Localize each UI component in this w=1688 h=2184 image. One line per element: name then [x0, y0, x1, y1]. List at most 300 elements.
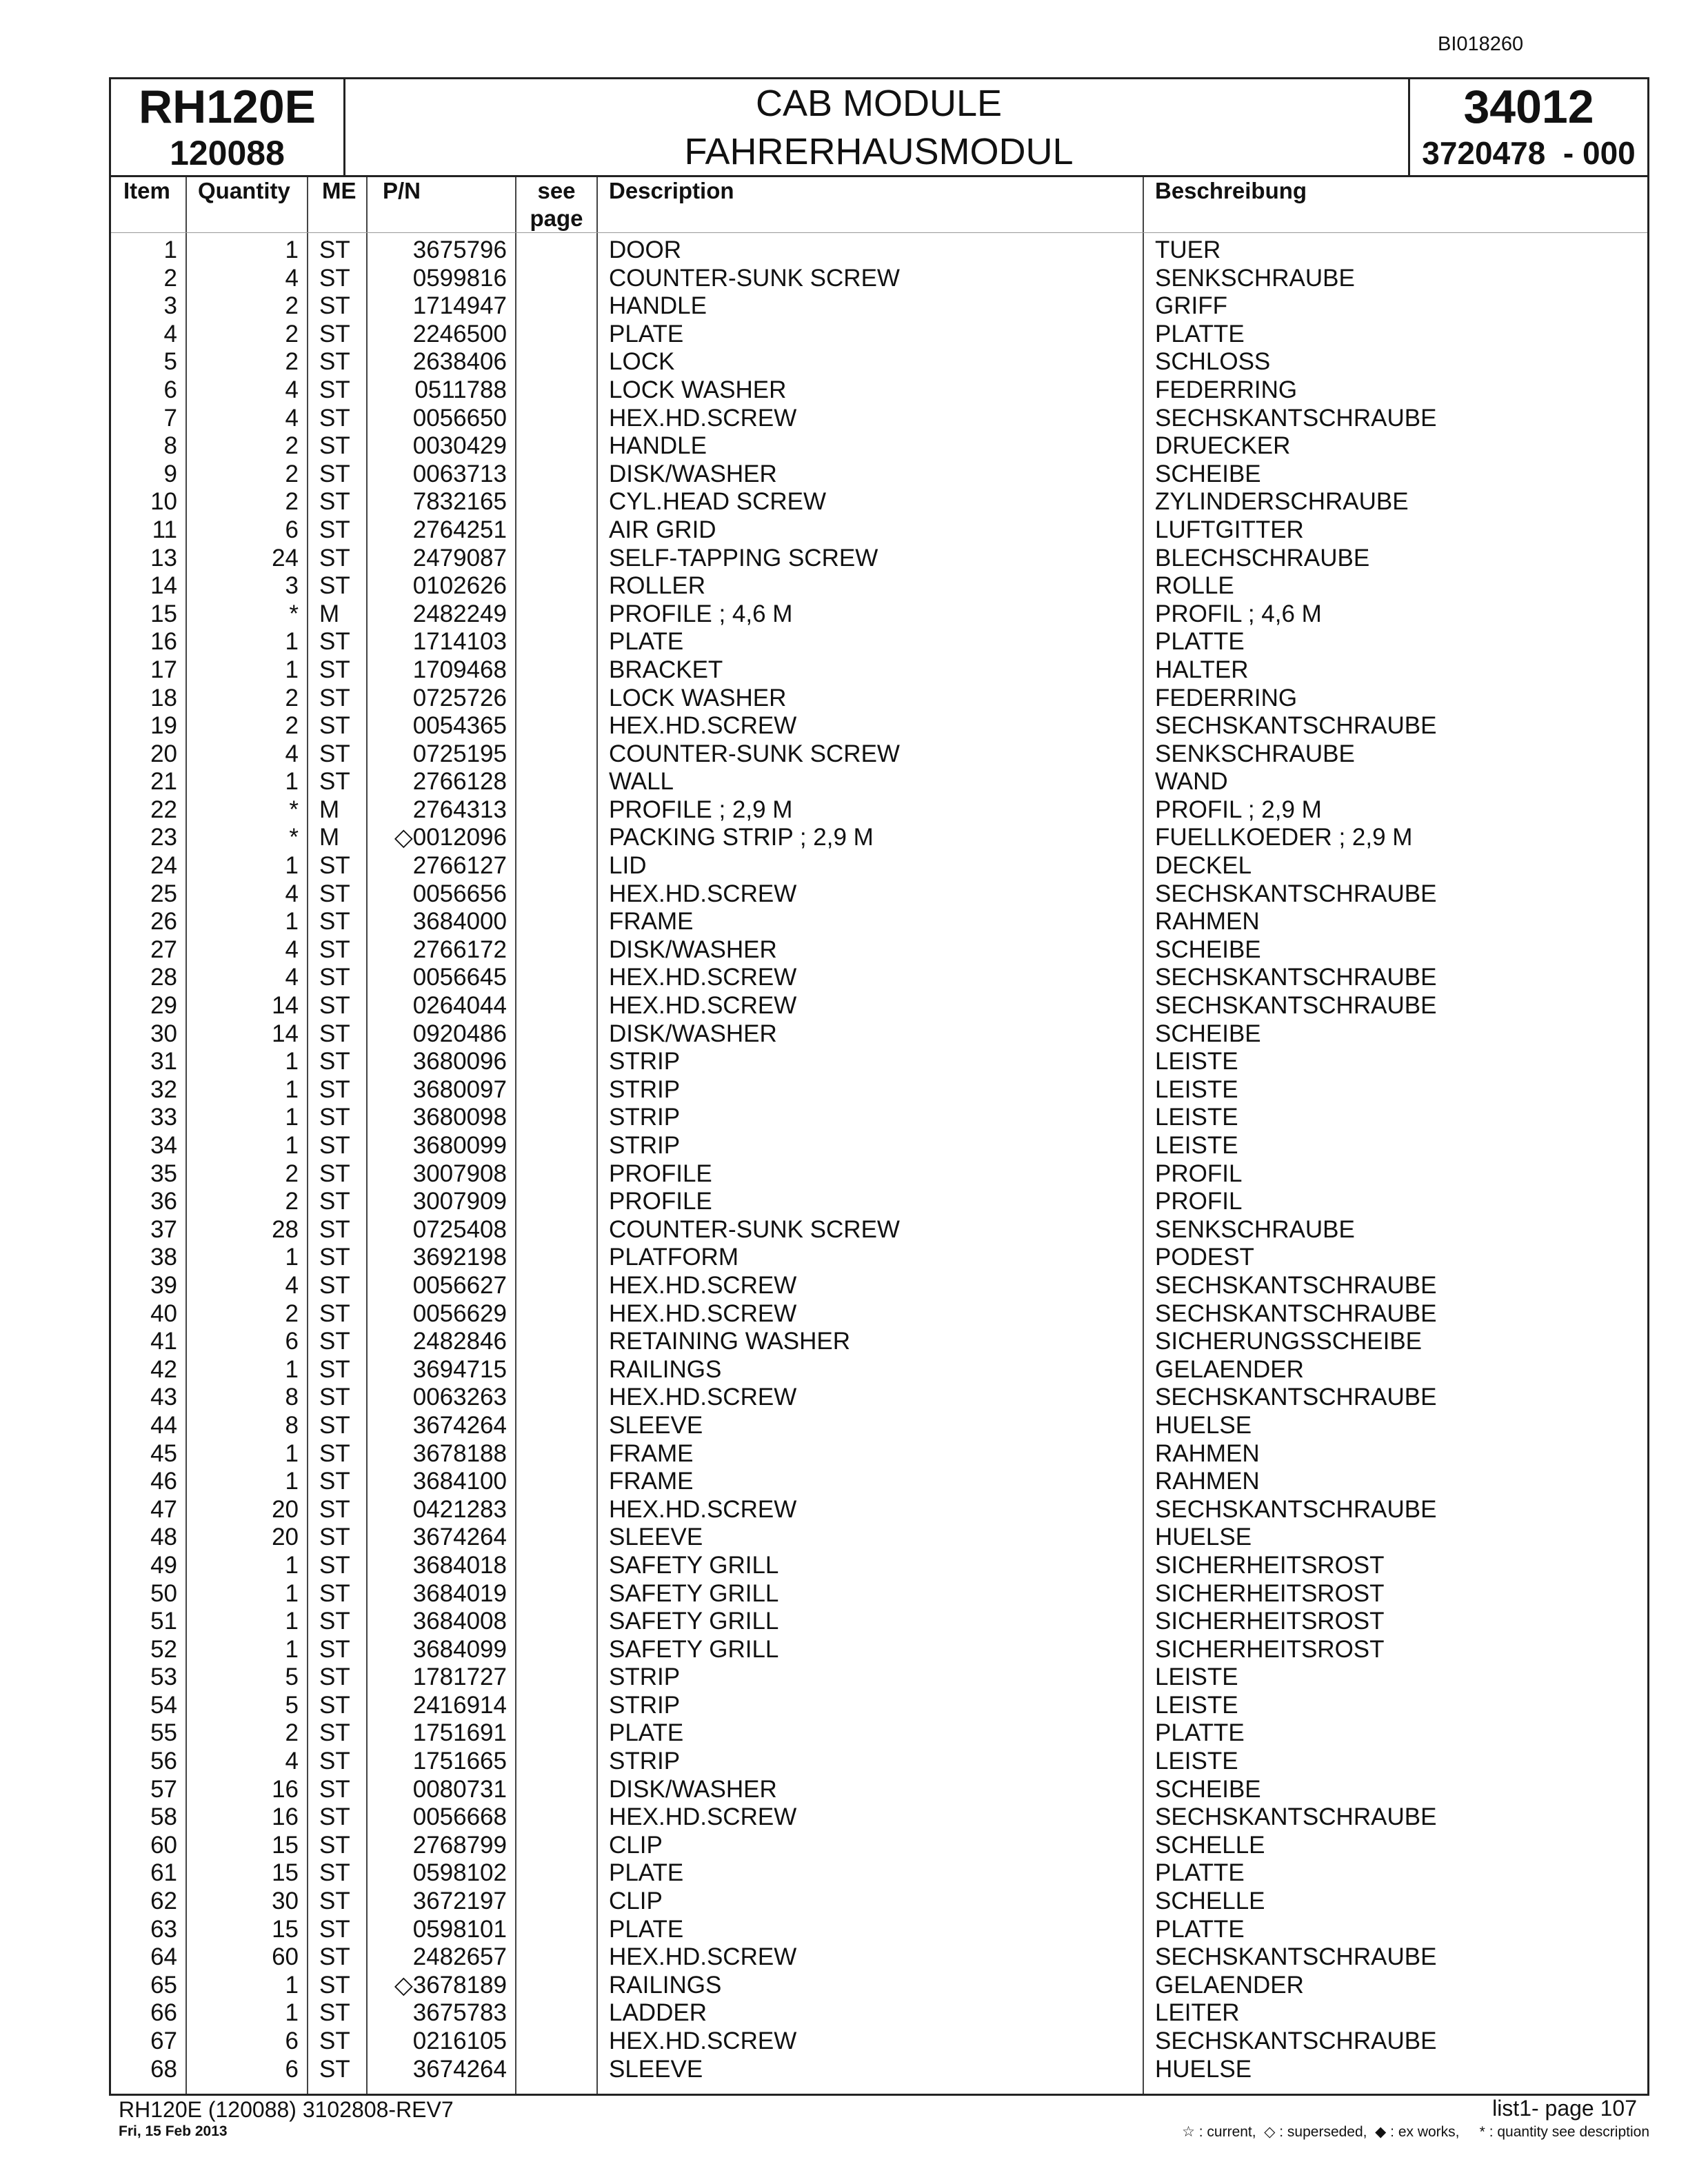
- row-item: 50: [150, 1579, 177, 1607]
- parts-table-body: [111, 236, 1647, 2083]
- row-part-number: 0056650: [412, 404, 507, 432]
- row-item: 33: [150, 1104, 177, 1131]
- row-part-number: 0598101: [412, 1915, 507, 1943]
- row-beschreibung: LEISTE: [1155, 1048, 1238, 1075]
- row-me: ST: [319, 712, 350, 740]
- row-beschreibung: SENKSCHRAUBE: [1155, 264, 1355, 292]
- row-quantity: 4: [285, 1271, 299, 1299]
- row-beschreibung: GRIFF: [1155, 292, 1227, 320]
- model-name: RH120E: [138, 81, 316, 133]
- row-part-number: 0725408: [412, 1215, 507, 1243]
- row-item: 4: [163, 320, 177, 347]
- table-row: [111, 1999, 1647, 2028]
- row-quantity: 6: [285, 516, 299, 543]
- table-row: [111, 236, 1647, 265]
- row-part-number: 0056629: [412, 1300, 507, 1327]
- row-description: STRIP: [609, 1075, 681, 1103]
- row-me: ST: [319, 1551, 350, 1579]
- row-item: 24: [150, 852, 177, 880]
- row-beschreibung: PROFIL ; 2,9 M: [1155, 796, 1322, 823]
- row-part-number: 2479087: [412, 544, 507, 572]
- row-description: SAFETY GRILL: [609, 1635, 779, 1663]
- table-row: [111, 1776, 1647, 1804]
- table-row: [111, 1916, 1647, 1944]
- row-quantity: 2: [285, 348, 299, 376]
- drawing-reference: 3720478 - 000: [1422, 135, 1636, 171]
- row-me: ST: [319, 1355, 350, 1383]
- row-item: 11: [152, 516, 177, 543]
- row-beschreibung: SECHSKANTSCHRAUBE: [1155, 1300, 1437, 1327]
- table-row: [111, 1104, 1647, 1132]
- row-description: HEX.HD.SCREW: [609, 2028, 797, 2054]
- row-part-number: 3674264: [412, 2055, 507, 2083]
- table-row: [111, 992, 1647, 1020]
- row-item: 55: [150, 1719, 177, 1747]
- row-beschreibung: DECKEL: [1155, 852, 1252, 880]
- title-cell: [345, 79, 1412, 175]
- row-beschreibung: LEISTE: [1155, 1075, 1238, 1103]
- row-me: ST: [319, 320, 350, 347]
- column-header-pn: P/N: [383, 178, 421, 203]
- table-row: [111, 1943, 1647, 1972]
- row-item: 65: [150, 1971, 177, 1999]
- row-item: 20: [150, 740, 177, 767]
- table-row: [111, 1300, 1647, 1328]
- row-part-number: 1714947: [412, 292, 507, 320]
- table-row: [111, 1972, 1647, 2000]
- row-part-number: 3674264: [412, 1411, 507, 1439]
- row-item: 46: [150, 1468, 177, 1495]
- row-quantity: 1: [285, 1244, 299, 1271]
- row-item: 58: [150, 1803, 177, 1831]
- row-part-number: 0030429: [412, 432, 507, 460]
- row-me: ST: [319, 572, 350, 600]
- row-item: 16: [150, 628, 177, 656]
- row-description: SLEEVE: [609, 1524, 703, 1551]
- row-part-number: 0216105: [412, 2028, 507, 2054]
- table-row: [111, 1020, 1647, 1049]
- row-quantity: 2: [285, 292, 299, 320]
- row-beschreibung: PROFIL: [1155, 1188, 1243, 1215]
- row-quantity: 1: [285, 1104, 299, 1131]
- row-beschreibung: SCHEIBE: [1155, 460, 1261, 487]
- row-description: PLATE: [609, 320, 684, 347]
- row-part-number: 3007908: [412, 1160, 507, 1187]
- row-quantity: 4: [285, 880, 299, 907]
- row-part-number: 3684019: [412, 1579, 507, 1607]
- row-beschreibung: PLATTE: [1155, 1915, 1245, 1943]
- row-part-number: 1709468: [412, 656, 507, 683]
- row-quantity: 20: [272, 1524, 299, 1551]
- row-description: DISK/WASHER: [609, 460, 777, 487]
- row-description: PROFILE ; 2,9 M: [609, 796, 793, 823]
- row-quantity: 15: [272, 1915, 299, 1943]
- row-me: ST: [319, 908, 350, 936]
- row-description: HANDLE: [609, 432, 707, 460]
- row-item: 19: [150, 712, 177, 740]
- row-quantity: 60: [272, 1943, 299, 1971]
- row-beschreibung: SCHELLE: [1155, 1831, 1265, 1859]
- row-me: ST: [319, 264, 350, 292]
- row-quantity: 16: [272, 1775, 299, 1803]
- row-me: ST: [319, 1048, 350, 1075]
- row-me: ST: [319, 684, 350, 711]
- row-description: PLATFORM: [609, 1244, 738, 1271]
- row-part-number: 0056668: [412, 1803, 507, 1831]
- row-me: ST: [319, 1328, 350, 1355]
- row-quantity: 5: [285, 1691, 299, 1719]
- footer-date: Fri, 15 Feb 2013: [119, 2123, 228, 2139]
- row-quantity: 1: [285, 1439, 299, 1467]
- table-row: [111, 1888, 1647, 1916]
- see-page-line1: see: [537, 178, 576, 203]
- row-quantity: 16: [272, 1803, 299, 1831]
- row-part-number: 0102626: [412, 572, 507, 600]
- row-me: ST: [319, 292, 350, 320]
- row-description: FRAME: [609, 908, 694, 936]
- row-item: 60: [150, 1831, 177, 1859]
- row-part-number: 3680099: [412, 1132, 507, 1159]
- column-header-see-page: [528, 177, 585, 232]
- row-beschreibung: SECHSKANTSCHRAUBE: [1155, 880, 1437, 907]
- row-item: 17: [150, 656, 177, 683]
- table-row: [111, 2056, 1647, 2084]
- row-item: 15: [150, 600, 177, 627]
- table-row: [111, 796, 1647, 825]
- row-item: 7: [163, 404, 177, 432]
- row-description: ROLLER: [609, 572, 706, 600]
- row-beschreibung: ROLLE: [1155, 572, 1234, 600]
- row-me: M: [319, 600, 340, 627]
- row-me: ST: [319, 740, 350, 767]
- row-beschreibung: SICHERHEITSROST: [1155, 1551, 1385, 1579]
- serial-number: 120088: [170, 134, 285, 172]
- row-beschreibung: SECHSKANTSCHRAUBE: [1155, 1943, 1437, 1971]
- row-beschreibung: SECHSKANTSCHRAUBE: [1155, 2028, 1437, 2054]
- row-part-number: 2246500: [412, 320, 507, 347]
- row-quantity: 1: [285, 852, 299, 880]
- row-me: M: [319, 796, 340, 823]
- row-item: 47: [150, 1495, 177, 1523]
- row-beschreibung: LEISTE: [1155, 1104, 1238, 1131]
- table-row: [111, 1076, 1647, 1104]
- row-description: LOCK WASHER: [609, 376, 787, 403]
- row-description: BRACKET: [609, 656, 723, 683]
- row-description: RETAINING WASHER: [609, 1328, 851, 1355]
- row-description: LADDER: [609, 1999, 707, 2027]
- row-part-number: ◇3678189: [394, 1971, 507, 1999]
- footer-doc-ref: RH120E (120088) 3102808-REV7: [119, 2097, 454, 2122]
- row-part-number: 0056656: [412, 880, 507, 907]
- row-description: STRIP: [609, 1048, 681, 1075]
- row-description: PROFILE ; 4,6 M: [609, 600, 793, 627]
- row-description: HEX.HD.SCREW: [609, 1803, 797, 1831]
- row-beschreibung: SENKSCHRAUBE: [1155, 740, 1355, 767]
- row-item: 10: [150, 488, 177, 516]
- row-quantity: 1: [285, 1999, 299, 2027]
- row-me: ST: [319, 1635, 350, 1663]
- row-beschreibung: HUELSE: [1155, 1411, 1252, 1439]
- table-row: [111, 964, 1647, 992]
- row-item: 67: [150, 2028, 177, 2054]
- row-quantity: 4: [285, 936, 299, 963]
- row-beschreibung: SICHERHEITSROST: [1155, 1608, 1385, 1635]
- row-item: 3: [163, 292, 177, 320]
- row-quantity: 1: [285, 1048, 299, 1075]
- row-part-number: 1714103: [412, 628, 507, 656]
- table-row: [111, 908, 1647, 936]
- table-row: [111, 824, 1647, 852]
- row-me: ST: [319, 516, 350, 543]
- row-description: FRAME: [609, 1439, 694, 1467]
- row-beschreibung: SENKSCHRAUBE: [1155, 1215, 1355, 1243]
- row-me: ST: [319, 1104, 350, 1131]
- table-row: [111, 628, 1647, 656]
- header-block: [111, 79, 1647, 177]
- row-quantity: 4: [285, 740, 299, 767]
- row-item: 5: [163, 348, 177, 376]
- row-beschreibung: LEISTE: [1155, 1691, 1238, 1719]
- table-row: [111, 1832, 1647, 1860]
- row-me: ST: [319, 1888, 350, 1915]
- row-me: ST: [319, 1468, 350, 1495]
- table-row: [111, 1524, 1647, 1552]
- row-quantity: 2: [285, 1300, 299, 1327]
- row-description: DOOR: [609, 236, 681, 263]
- table-row: [111, 1496, 1647, 1524]
- row-description: STRIP: [609, 1664, 681, 1691]
- row-quantity: 4: [285, 404, 299, 432]
- row-quantity: 4: [285, 964, 299, 991]
- table-row: [111, 1552, 1647, 1580]
- row-me: ST: [319, 1524, 350, 1551]
- row-beschreibung: SCHEIBE: [1155, 1775, 1261, 1803]
- page-code-cell: [1408, 79, 1647, 175]
- row-part-number: 0054365: [412, 712, 507, 740]
- row-quantity: 1: [285, 1551, 299, 1579]
- row-part-number: 3684008: [412, 1608, 507, 1635]
- row-me: ST: [319, 2028, 350, 2054]
- table-row: [111, 2028, 1647, 2056]
- row-beschreibung: RAHMEN: [1155, 1439, 1260, 1467]
- row-me: ST: [319, 1188, 350, 1215]
- row-item: 27: [150, 936, 177, 963]
- row-quantity: 2: [285, 712, 299, 740]
- row-me: ST: [319, 1271, 350, 1299]
- row-part-number: 0920486: [412, 1020, 507, 1047]
- row-part-number: 1751691: [412, 1719, 507, 1747]
- row-beschreibung: FUELLKOEDER ; 2,9 M: [1155, 824, 1413, 851]
- row-me: ST: [319, 1300, 350, 1327]
- table-row: [111, 461, 1647, 489]
- row-me: ST: [319, 1971, 350, 1999]
- row-quantity: *: [289, 600, 299, 627]
- table-row: [111, 1468, 1647, 1496]
- row-part-number: ◇0012096: [394, 824, 507, 851]
- row-me: ST: [319, 348, 350, 376]
- row-description: HANDLE: [609, 292, 707, 320]
- row-me: ST: [319, 852, 350, 880]
- row-beschreibung: SECHSKANTSCHRAUBE: [1155, 964, 1437, 991]
- row-beschreibung: PLATTE: [1155, 1859, 1245, 1887]
- row-item: 9: [163, 460, 177, 487]
- table-row: [111, 1719, 1647, 1748]
- table-row: [111, 1384, 1647, 1412]
- row-description: HEX.HD.SCREW: [609, 880, 797, 907]
- row-description: COUNTER-SUNK SCREW: [609, 1215, 900, 1243]
- row-me: ST: [319, 544, 350, 572]
- row-description: LOCK: [609, 348, 675, 376]
- row-beschreibung: LEISTE: [1155, 1748, 1238, 1775]
- row-me: ST: [319, 2055, 350, 2083]
- column-header-me: ME: [322, 178, 356, 203]
- row-description: SLEEVE: [609, 1411, 703, 1439]
- row-me: ST: [319, 1859, 350, 1887]
- table-row: [111, 488, 1647, 516]
- row-item: 26: [150, 908, 177, 936]
- row-part-number: 3684018: [412, 1551, 507, 1579]
- row-beschreibung: ZYLINDERSCHRAUBE: [1155, 488, 1409, 516]
- row-item: 48: [150, 1524, 177, 1551]
- row-item: 62: [150, 1888, 177, 1915]
- row-me: ST: [319, 1495, 350, 1523]
- column-header-item: Item: [123, 178, 170, 203]
- row-description: HEX.HD.SCREW: [609, 1384, 797, 1411]
- row-description: HEX.HD.SCREW: [609, 1300, 797, 1327]
- row-me: ST: [319, 1411, 350, 1439]
- row-beschreibung: SCHEIBE: [1155, 1020, 1261, 1047]
- row-item: 56: [150, 1748, 177, 1775]
- table-row: [111, 432, 1647, 461]
- row-part-number: 0063713: [412, 460, 507, 487]
- column-header-beschreibung: Beschreibung: [1155, 178, 1307, 203]
- row-quantity: 2: [285, 1719, 299, 1747]
- table-row: [111, 880, 1647, 909]
- row-part-number: 2766128: [412, 768, 507, 796]
- row-description: CYL.HEAD SCREW: [609, 488, 827, 516]
- row-item: 38: [150, 1244, 177, 1271]
- table-row: [111, 1748, 1647, 1776]
- row-quantity: 14: [272, 1020, 299, 1047]
- table-row: [111, 1132, 1647, 1160]
- row-me: ST: [319, 936, 350, 963]
- row-beschreibung: GELAENDER: [1155, 1355, 1304, 1383]
- row-quantity: 1: [285, 1468, 299, 1495]
- row-quantity: 2: [285, 1160, 299, 1187]
- row-description: HEX.HD.SCREW: [609, 1495, 797, 1523]
- row-part-number: 1781727: [412, 1664, 507, 1691]
- row-item: 36: [150, 1188, 177, 1215]
- row-quantity: 4: [285, 264, 299, 292]
- title-en: CAB MODULE: [755, 83, 1003, 124]
- row-description: HEX.HD.SCREW: [609, 1271, 797, 1299]
- row-part-number: 3672197: [412, 1888, 507, 1915]
- row-me: ST: [319, 236, 350, 263]
- row-item: 13: [150, 544, 177, 572]
- row-description: DISK/WASHER: [609, 1775, 777, 1803]
- row-quantity: 1: [285, 768, 299, 796]
- row-part-number: 2482249: [412, 600, 507, 627]
- row-part-number: 3684000: [412, 908, 507, 936]
- row-description: PROFILE: [609, 1188, 712, 1215]
- row-quantity: 4: [285, 376, 299, 403]
- row-me: ST: [319, 488, 350, 516]
- row-me: ST: [319, 1020, 350, 1047]
- row-beschreibung: PROFIL ; 4,6 M: [1155, 600, 1322, 627]
- row-item: 6: [163, 376, 177, 403]
- row-quantity: 6: [285, 2055, 299, 2083]
- row-item: 37: [150, 1215, 177, 1243]
- row-quantity: 2: [285, 1188, 299, 1215]
- row-item: 45: [150, 1439, 177, 1467]
- row-part-number: 0725195: [412, 740, 507, 767]
- table-row: [111, 516, 1647, 545]
- row-beschreibung: SECHSKANTSCHRAUBE: [1155, 1384, 1437, 1411]
- row-me: ST: [319, 964, 350, 991]
- row-quantity: 1: [285, 656, 299, 683]
- row-item: 22: [150, 796, 177, 823]
- row-item: 53: [150, 1664, 177, 1691]
- row-quantity: 28: [272, 1215, 299, 1243]
- row-item: 57: [150, 1775, 177, 1803]
- row-beschreibung: SECHSKANTSCHRAUBE: [1155, 1271, 1437, 1299]
- row-description: STRIP: [609, 1132, 681, 1159]
- row-beschreibung: PLATTE: [1155, 1719, 1245, 1747]
- row-beschreibung: TUER: [1155, 236, 1221, 263]
- row-quantity: 1: [285, 1355, 299, 1383]
- row-description: LID: [609, 852, 647, 880]
- title-de: FAHRERHAUSMODUL: [684, 131, 1074, 172]
- row-item: 42: [150, 1355, 177, 1383]
- row-item: 18: [150, 684, 177, 711]
- row-part-number: 0725726: [412, 684, 507, 711]
- row-beschreibung: RAHMEN: [1155, 908, 1260, 936]
- row-me: ST: [319, 432, 350, 460]
- row-part-number: 2638406: [412, 348, 507, 376]
- row-beschreibung: BLECHSCHRAUBE: [1155, 544, 1370, 572]
- row-beschreibung: SICHERHEITSROST: [1155, 1579, 1385, 1607]
- header-separator: [111, 232, 1647, 233]
- row-beschreibung: PLATTE: [1155, 320, 1245, 347]
- row-quantity: 4: [285, 1748, 299, 1775]
- table-row: [111, 1048, 1647, 1076]
- row-item: 14: [150, 572, 177, 600]
- row-item: 39: [150, 1271, 177, 1299]
- row-beschreibung: SCHLOSS: [1155, 348, 1271, 376]
- row-item: 49: [150, 1551, 177, 1579]
- row-beschreibung: SECHSKANTSCHRAUBE: [1155, 404, 1437, 432]
- row-description: RAILINGS: [609, 1971, 722, 1999]
- row-item: 2: [163, 264, 177, 292]
- row-beschreibung: LEISTE: [1155, 1132, 1238, 1159]
- row-item: 54: [150, 1691, 177, 1719]
- row-item: 41: [150, 1328, 177, 1355]
- table-row: [111, 348, 1647, 376]
- row-description: SLEEVE: [609, 2055, 703, 2083]
- table-row: [111, 1272, 1647, 1300]
- table-row: [111, 405, 1647, 433]
- row-me: ST: [319, 1915, 350, 1943]
- row-beschreibung: FEDERRING: [1155, 376, 1298, 403]
- row-quantity: 15: [272, 1831, 299, 1859]
- row-part-number: 2416914: [412, 1691, 507, 1719]
- row-description: HEX.HD.SCREW: [609, 404, 797, 432]
- table-row: [111, 376, 1647, 405]
- row-description: HEX.HD.SCREW: [609, 964, 797, 991]
- row-item: 61: [150, 1859, 177, 1887]
- table-row: [111, 1244, 1647, 1272]
- row-part-number: 0598102: [412, 1859, 507, 1887]
